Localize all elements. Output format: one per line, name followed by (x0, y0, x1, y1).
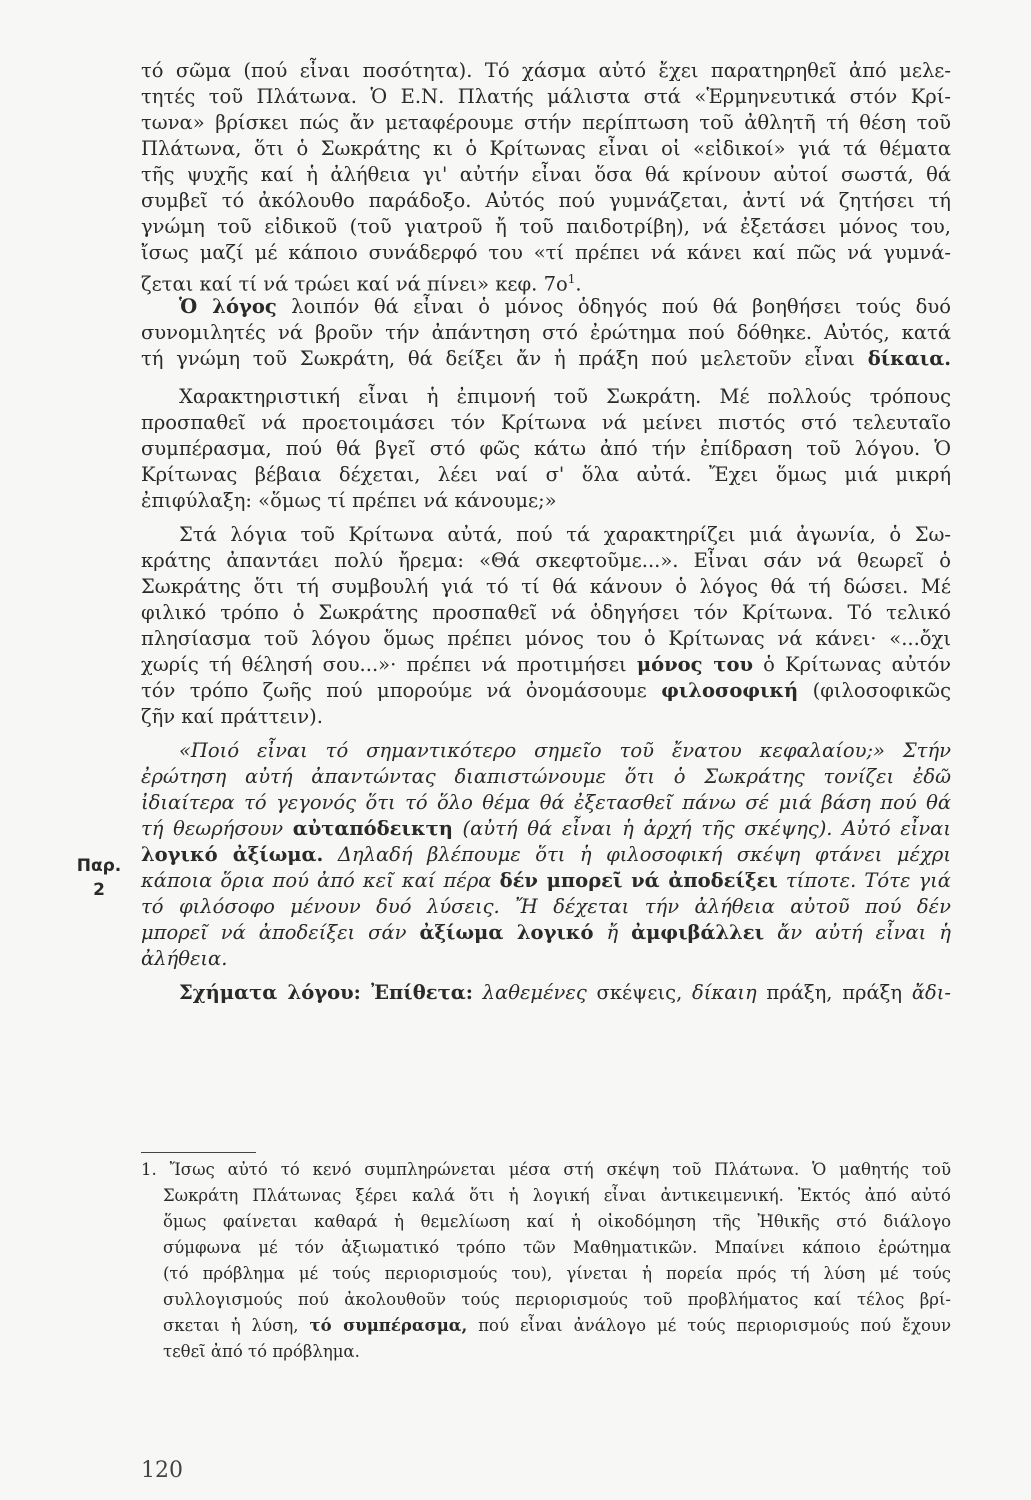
footnote-line: (τό πρόβλημα μέ τούς περιορισμούς του), γίνεται ἡ πορεία πρός τή λύση μέ τούς (163, 1264, 951, 1283)
page-number: 120 (141, 1458, 183, 1483)
body-line: ζεται καί τί νά τρώει καί νά πίνει» κεφ. $7o^1$. (141, 272, 582, 296)
body-line: τητές τοῦ Πλάτωνα. Ὁ Ε.Ν. Πλατής μάλιστα στά «Ἑρμηνευτικά στόν Κρί- (141, 85, 951, 108)
body-line: τή θεωρήσουν αὐταπόδεικτη (αὐτή θά εἶναι ἡ ἀρχή τῆς σκέψης). Αὐτό εἶναι (141, 817, 951, 840)
body-line: συμπέρασμα, πού θά βγεῖ στό φῶς κάτω ἀπό τήν ἐπίδραση τοῦ λόγου. Ὁ (141, 437, 951, 460)
body-line: πλησίασμα τοῦ λόγου ὅμως πρέπει μόνος του ὁ Κρίτωνας νά κάνει· «...ὄχι (141, 627, 951, 650)
footnote-divider (141, 1152, 256, 1153)
body-line: ἀλήθεια. (141, 947, 228, 970)
footnote-line: συλλογισμούς πού ἀκολουθοῦν τούς περιορισμούς τοῦ προβλήματος καί τέλος βρί- (163, 1290, 951, 1309)
body-line: κάποια ὅρια πού ἀπό κεῖ καί πέρα δέν μπορεῖ νά ἀποδείξει τίποτε. Τότε γιά (141, 869, 951, 892)
footnote-line: Σωκράτη Πλάτωνας ξέρει καλά ὅτι ἡ λογική εἶναι ἀντικειμενική. Ἐκτός ἀπό αὐτό (163, 1186, 951, 1205)
footnote-line: τεθεῖ ἀπό τό πρόβλημα. (163, 1342, 360, 1361)
body-line: Στά λόγια τοῦ Κρίτωνα αὐτά, πού τά χαρακτηρίζει μιά ἀγωνία, ὁ Σω- (179, 523, 951, 546)
footnote-line: ὅμως φαίνεται καθαρά ἡ θεμελίωση καί ἡ οἰκοδόμηση τῆς Ἠθικῆς στό διάλογο (163, 1212, 951, 1231)
body-line: τό φιλόσοφο μένουν δυό λύσεις. Ἤ δέχεται τήν ἀλήθεια αὐτοῦ πού δέν (141, 895, 951, 918)
body-line: λογικό ἀξίωμα. Δηλαδή βλέπουμε ὅτι ἡ φιλοσοφική σκέψη φτάνει μέχρι (141, 843, 951, 866)
footnote-line: σκεται ἡ λύση, τό συμπέρασμα, πού εἶναι ἀνάλογο μέ τούς περιορισμούς πού ἔχουν (163, 1316, 951, 1335)
body-line: Πλάτωνα, ὅτι ὁ Σωκράτης κι ὁ Κρίτωνας εἶναι οἱ «εἰδικοί» γιά τά θέματα (141, 137, 951, 160)
body-line: Κρίτωνας βέβαια δέχεται, λέει ναί σ' ὅλα αὐτά. Ἔχει ὅμως μιά μικρή (141, 463, 951, 486)
body-line: τόν τρόπο ζωῆς πού μπορούμε νά ὀνομάσουμε φιλοσοφική (φιλοσοφικῶς (141, 679, 951, 702)
body-line: συμβεῖ τό ἀκόλουθο παράδοξο. Αὐτός πού γυμνάζεται, ἀντί νά ζητήσει τή (141, 189, 951, 212)
body-line: τῆς ψυχῆς καί ἡ ἀλήθεια γι' αὐτήν εἶναι ὅσα θά κρίνουν αὐτοί σωστά, θά (141, 163, 951, 186)
footnote-ref: 1 (567, 272, 576, 286)
body-line: ἐπιφύλαξη: «ὅμως τί πρέπει νά κάνουμε;» (141, 489, 557, 512)
body-line: Σωκράτης ὅτι τή συμβουλή γιά τό τί θά κάνουν ὁ λόγος θά τή δώσει. Μέ (141, 575, 951, 598)
margin-note-paragraph: Παρ. (76, 856, 122, 876)
body-line: Χαρακτηριστική εἶναι ἡ ἐπιμονή τοῦ Σωκράτη. Μέ πολλούς τρόπους (179, 385, 951, 408)
body-line: Ὁ λόγος λοιπόν θά εἶναι ὁ μόνος ὁδηγός πού θά βοηθήσει τούς δυό (179, 295, 951, 318)
body-line: Σχήματα λόγου: Ἐπίθετα: λαθεμένες σκέψεις, δίκαιη πράξη, πράξη ἄδι- (179, 981, 951, 1004)
body-line: τή γνώμη τοῦ Σωκράτη, θά δείξει ἄν ἡ πράξη πού μελετοῦν εἶναι δίκαια. (141, 347, 951, 370)
footnote-line: σύμφωνα μέ τόν ἀξιωματικό τρόπο τῶν Μαθηματικῶν. Μπαίνει κάποιο ἐρώτημα (163, 1238, 951, 1257)
body-line: κράτης ἀπαντάει πολύ ἤρεμα: «Θά σκεφτοῦμε...». Εἶναι σάν νά θεωρεῖ ὁ (141, 549, 951, 572)
body-line: τωνα» βρίσκει πώς ἄν μεταφέρουμε στήν περίπτωση τοῦ ἀθλητῆ τή θέση τοῦ (141, 111, 951, 134)
body-line: τό σῶμα (πού εἶναι ποσότητα). Τό χάσμα αὐτό ἔχει παρατηρηθεῖ ἀπό μελε- (141, 59, 951, 82)
body-line: συνομιλητές νά βροῦν τήν ἀπάντηση στό ἐρώτημα πού δόθηκε. Αὐτός, κατά (141, 321, 951, 344)
margin-note-number: 2 (93, 880, 105, 900)
body-line: προσπαθεῖ νά προετοιμάσει τόν Κρίτωνα νά μείνει πιστός στό τελευταῖο (141, 411, 951, 434)
body-line: φιλικό τρόπο ὁ Σωκράτης προσπαθεῖ νά ὁδηγήσει τόν Κρίτωνα. Τό τελικό (141, 601, 951, 624)
body-line: γνώμη τοῦ εἰδικοῦ (τοῦ γιατροῦ ἤ τοῦ παιδοτρίβη), νά ἐξετάσει μόνος του, (141, 215, 951, 238)
body-line: ἰδιαίτερα τό γεγονός ὅτι τό ὅλο θέμα θά ἐξετασθεῖ πάνω σέ μιά βάση πού θά (141, 791, 951, 814)
footnote-line: 1. Ἴσως αὐτό τό κενό συμπληρώνεται μέσα στή σκέψη τοῦ Πλάτωνα. Ὁ μαθητής τοῦ (141, 1160, 951, 1179)
body-line: ἐρώτηση αὐτή ἀπαντώντας διαπιστώνουμε ὅτι ὁ Σωκράτης τονίζει ἐδῶ (141, 765, 951, 788)
body-line: μπορεῖ νά ἀποδείξει σάν ἀξίωμα λογικό ἤ ἀμφιβάλλει ἄν αὐτή εἶναι ἡ (141, 921, 951, 944)
body-line: ἴσως μαζί μέ κάποιο συνάδερφό του «τί πρέπει νά κάνει καί πῶς νά γυμνά- (141, 241, 951, 264)
body-line: «Ποιό εἶναι τό σημαντικότερο σημεῖο τοῦ ἔνατου κεφαλαίου;» Στήν (179, 739, 951, 762)
body-line: ζῆν καί πράττειν). (141, 705, 323, 728)
body-line: χωρίς τή θέλησή σου...»· πρέπει νά προτιμήσει μόνος του ὁ Κρίτωνας αὐτόν (141, 653, 951, 676)
